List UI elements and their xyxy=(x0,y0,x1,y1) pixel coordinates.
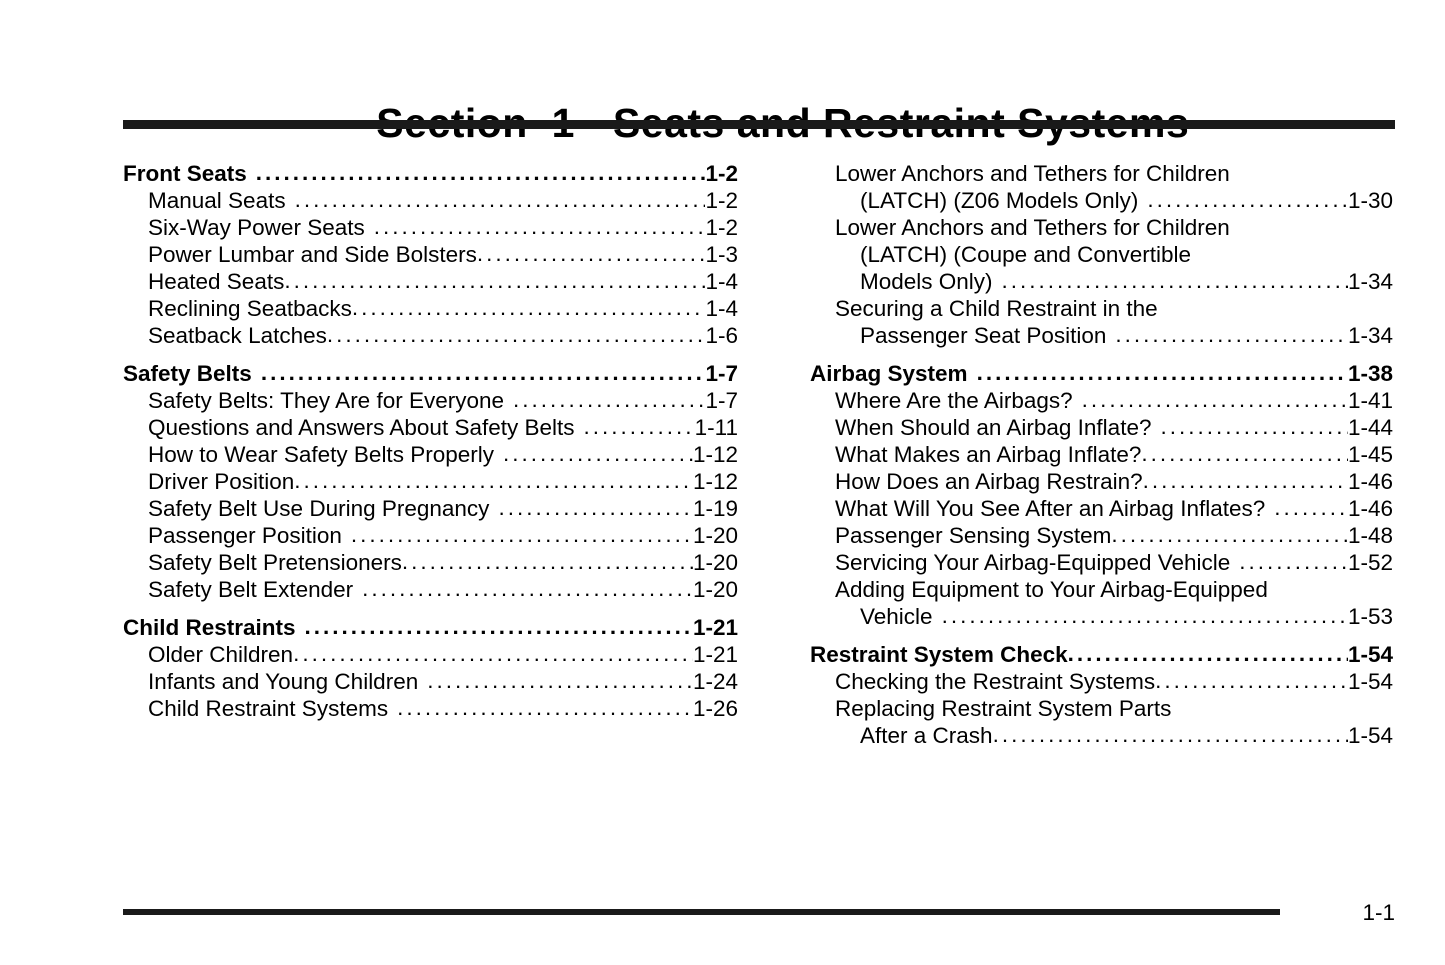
toc-entry-label: Lower Anchors and Tethers for Children xyxy=(835,215,1230,240)
toc-entry-label: Adding Equipment to Your Airbag-Equipped xyxy=(835,577,1268,602)
toc-entry-page-number: 1-11 xyxy=(694,415,738,440)
dot-leader xyxy=(1115,321,1348,348)
toc-entry[interactable] xyxy=(810,722,1393,749)
toc-row xyxy=(860,603,1393,630)
toc-row xyxy=(810,360,1393,387)
toc-entry-label: Passenger Seat Position xyxy=(860,323,1107,348)
toc-entry-page-number: 1-12 xyxy=(692,469,738,494)
toc-right-column xyxy=(810,160,1393,749)
toc-entry-label: Airbag System xyxy=(810,361,968,386)
toc-entry[interactable] xyxy=(123,414,738,441)
toc-entry-label: Questions and Answers About Safety Belts xyxy=(148,415,575,440)
toc-row xyxy=(835,295,1393,322)
toc-entry[interactable] xyxy=(123,268,738,295)
toc-entry-page-number: 1-4 xyxy=(705,296,738,321)
toc-entry[interactable] xyxy=(810,241,1393,268)
toc-entry-page-number: 1-2 xyxy=(705,161,738,186)
toc-row xyxy=(148,322,738,349)
toc-row xyxy=(148,576,738,603)
toc-row xyxy=(860,268,1393,295)
toc-entry-page-number: 1-34 xyxy=(1347,269,1393,294)
toc-entry-page-number: 1-26 xyxy=(692,696,738,721)
dot-leader xyxy=(362,575,693,602)
toc-group-heading[interactable] xyxy=(810,641,1393,668)
toc-row xyxy=(835,160,1393,187)
toc-group xyxy=(810,360,1393,630)
toc-entry-label: Vehicle xyxy=(860,604,933,629)
toc-entry-label: How to Wear Safety Belts Properly xyxy=(148,442,494,467)
toc-row xyxy=(123,614,738,641)
toc-entry[interactable] xyxy=(810,576,1393,603)
toc-entry[interactable] xyxy=(810,322,1393,349)
toc-group xyxy=(123,160,738,349)
toc-entry-page-number: 1-44 xyxy=(1347,415,1393,440)
toc-row xyxy=(148,214,738,241)
dot-leader xyxy=(327,321,706,348)
toc-entry-page-number: 1-2 xyxy=(705,188,738,213)
toc-entry-label: (LATCH) (Coupe and Convertible xyxy=(860,242,1191,267)
toc-entry-page-number: 1-41 xyxy=(1347,388,1393,413)
toc-entry-label: Safety Belts xyxy=(123,361,252,386)
toc-entry-label: Passenger Position xyxy=(148,523,342,548)
toc-entry[interactable] xyxy=(810,387,1393,414)
dot-leader xyxy=(284,267,705,294)
toc-row xyxy=(835,576,1393,603)
toc-entry[interactable] xyxy=(810,468,1393,495)
toc-entry[interactable] xyxy=(810,549,1393,576)
toc-entry[interactable] xyxy=(123,668,738,695)
toc-group xyxy=(810,160,1393,349)
toc-entry-label: Models Only) xyxy=(860,269,993,294)
toc-row xyxy=(148,295,738,322)
toc-row xyxy=(123,360,738,387)
dot-leader xyxy=(1141,440,1348,467)
dot-leader xyxy=(261,359,706,386)
dot-leader xyxy=(293,640,693,667)
dot-leader xyxy=(295,186,706,213)
toc-entry-page-number: 1-12 xyxy=(692,442,738,467)
toc-entry[interactable] xyxy=(123,441,738,468)
toc-entry-label: Child Restraints xyxy=(123,615,296,640)
toc-entry-page-number: 1-38 xyxy=(1347,361,1393,386)
dot-leader xyxy=(397,694,693,721)
toc-entry[interactable] xyxy=(810,268,1393,295)
dot-leader xyxy=(513,386,705,413)
toc-row xyxy=(835,414,1393,441)
toc-entry[interactable] xyxy=(810,295,1393,322)
toc-row xyxy=(123,160,738,187)
toc-entry-label: Child Restraint Systems xyxy=(148,696,389,721)
toc-group xyxy=(123,360,738,603)
toc-entry[interactable] xyxy=(810,214,1393,241)
dot-leader xyxy=(256,159,706,186)
toc-entry-page-number: 1-54 xyxy=(1347,669,1393,694)
toc-entry-label: How Does an Airbag Restrain? xyxy=(835,469,1143,494)
dot-leader xyxy=(1160,413,1347,440)
toc-row xyxy=(148,695,738,722)
toc-row xyxy=(148,241,738,268)
toc-entry-label: Six-Way Power Seats xyxy=(148,215,365,240)
toc-entry[interactable] xyxy=(123,295,738,322)
toc-entry-page-number: 1-52 xyxy=(1347,550,1393,575)
toc-entry[interactable] xyxy=(810,414,1393,441)
toc-entry[interactable] xyxy=(810,603,1393,630)
toc-entry[interactable] xyxy=(810,187,1393,214)
toc-entry-label: Checking the Restraint Systems xyxy=(835,669,1156,694)
toc-entry[interactable] xyxy=(123,214,738,241)
toc-row xyxy=(148,522,738,549)
dot-leader xyxy=(503,440,693,467)
header-rule xyxy=(123,120,1395,129)
toc-entry-page-number: 1-19 xyxy=(692,496,738,521)
toc-entry-page-number: 1-30 xyxy=(1347,188,1393,213)
toc-entry[interactable] xyxy=(123,322,738,349)
toc-entry-label: Lower Anchors and Tethers for Children xyxy=(835,161,1230,186)
dot-leader xyxy=(1068,640,1348,667)
dot-leader xyxy=(498,494,693,521)
toc-entry-label: Safety Belt Pretensioners xyxy=(148,550,402,575)
toc-row xyxy=(860,322,1393,349)
toc-entry[interactable] xyxy=(123,187,738,214)
dot-leader xyxy=(1002,267,1348,294)
toc-row xyxy=(810,641,1393,668)
toc-entry-page-number: 1-24 xyxy=(692,669,738,694)
toc-row xyxy=(835,441,1393,468)
toc-entry-label: Safety Belts: They Are for Everyone xyxy=(148,388,505,413)
toc-entry-label: (LATCH) (Z06 Models Only) xyxy=(860,188,1139,213)
toc-row xyxy=(148,387,738,414)
toc-entry[interactable] xyxy=(123,522,738,549)
toc-entry-label: When Should an Airbag Inflate? xyxy=(835,415,1152,440)
toc-entry-label: What Makes an Airbag Inflate? xyxy=(835,442,1142,467)
toc-row xyxy=(148,641,738,668)
toc-entry-page-number: 1-54 xyxy=(1347,642,1393,667)
toc-entry-label: Heated Seats xyxy=(148,269,285,294)
toc-row xyxy=(835,522,1393,549)
dot-leader xyxy=(1155,667,1348,694)
dot-leader xyxy=(1274,494,1348,521)
toc-entry-page-number: 1-2 xyxy=(705,215,738,240)
toc-group xyxy=(123,614,738,722)
toc-group-heading[interactable] xyxy=(123,160,738,187)
toc-row xyxy=(148,414,738,441)
toc-group-heading[interactable] xyxy=(123,360,738,387)
toc-row xyxy=(835,387,1393,414)
toc-entry[interactable] xyxy=(123,549,738,576)
toc-entry-page-number: 1-20 xyxy=(692,523,738,548)
toc-entry-label: What Will You See After an Airbag Inflates? xyxy=(835,496,1266,521)
toc-group-heading[interactable] xyxy=(123,614,738,641)
toc-row xyxy=(148,187,738,214)
toc-entry-page-number: 1-34 xyxy=(1347,323,1393,348)
toc-row xyxy=(835,495,1393,522)
toc-entry-label: Power Lumbar and Side Bolsters xyxy=(148,242,477,267)
toc-entry[interactable] xyxy=(810,441,1393,468)
dot-leader xyxy=(1239,548,1348,575)
toc-entry[interactable] xyxy=(123,641,738,668)
dot-leader xyxy=(477,240,706,267)
toc-group xyxy=(810,641,1393,749)
toc-entry[interactable] xyxy=(123,695,738,722)
toc-row xyxy=(860,722,1393,749)
toc-row xyxy=(148,441,738,468)
toc-entry-label: Restraint System Check xyxy=(810,642,1068,667)
toc-entry-label: Front Seats xyxy=(123,161,247,186)
toc-entry[interactable] xyxy=(810,160,1393,187)
toc-row xyxy=(835,468,1393,495)
toc-entry-label: Replacing Restraint System Parts xyxy=(835,696,1172,721)
toc-entry-label: Reclining Seatbacks xyxy=(148,296,352,321)
footer-rule xyxy=(123,909,1280,915)
toc-entry-label: Servicing Your Airbag-Equipped Vehicle xyxy=(835,550,1231,575)
toc-row xyxy=(148,495,738,522)
toc-entry-label: Safety Belt Use During Pregnancy xyxy=(148,496,490,521)
toc-entry-label: Seatback Latches xyxy=(148,323,327,348)
toc-entry-label: Where Are the Airbags? xyxy=(835,388,1073,413)
toc-entry-page-number: 1-4 xyxy=(705,269,738,294)
toc-entry[interactable] xyxy=(810,668,1393,695)
toc-entry-page-number: 1-46 xyxy=(1347,469,1393,494)
dot-leader xyxy=(584,413,695,440)
dot-leader xyxy=(294,467,693,494)
toc-entry-page-number: 1-3 xyxy=(705,242,738,267)
toc-row xyxy=(148,268,738,295)
toc-entry-page-number: 1-20 xyxy=(692,550,738,575)
toc-entry-page-number: 1-7 xyxy=(705,361,738,386)
toc-entry-page-number: 1-21 xyxy=(692,642,738,667)
toc-entry-label: After a Crash xyxy=(860,723,993,748)
toc-entry-page-number: 1-20 xyxy=(692,577,738,602)
toc-entry[interactable] xyxy=(123,468,738,495)
toc-entry[interactable] xyxy=(123,241,738,268)
toc-entry-page-number: 1-45 xyxy=(1347,442,1393,467)
toc-row xyxy=(148,549,738,576)
dot-leader xyxy=(942,602,1348,629)
dot-leader xyxy=(374,213,706,240)
dot-leader xyxy=(305,613,693,640)
toc-entry[interactable] xyxy=(123,576,738,603)
dot-leader xyxy=(993,721,1348,748)
dot-leader xyxy=(427,667,693,694)
toc-row xyxy=(148,668,738,695)
toc-row xyxy=(835,695,1393,722)
toc-entry-label: Older Children xyxy=(148,642,294,667)
toc-entry[interactable] xyxy=(123,387,738,414)
toc-entry-page-number: 1-54 xyxy=(1347,723,1393,748)
toc-entry-label: Driver Position xyxy=(148,469,295,494)
toc-entry-label: Manual Seats xyxy=(148,188,286,213)
toc-row xyxy=(860,187,1393,214)
dot-leader xyxy=(1082,386,1348,413)
toc-entry-label: Passenger Sensing System xyxy=(835,523,1112,548)
toc-row xyxy=(860,241,1393,268)
toc-left-column xyxy=(123,160,738,722)
toc-entry[interactable] xyxy=(810,522,1393,549)
dot-leader xyxy=(402,548,693,575)
toc-entry-label: Safety Belt Extender xyxy=(148,577,354,602)
toc-row xyxy=(835,549,1393,576)
dot-leader xyxy=(1143,467,1348,494)
footer-page-number: 1-1 xyxy=(1362,900,1395,925)
toc-entry[interactable] xyxy=(810,695,1393,722)
toc-entry-page-number: 1-6 xyxy=(705,323,738,348)
toc-entry[interactable] xyxy=(810,495,1393,522)
toc-entry-page-number: 1-46 xyxy=(1347,496,1393,521)
toc-group-heading[interactable] xyxy=(810,360,1393,387)
dot-leader xyxy=(1111,521,1348,548)
dot-leader xyxy=(352,294,706,321)
dot-leader xyxy=(1147,186,1348,213)
toc-row xyxy=(835,214,1393,241)
dot-leader xyxy=(977,359,1348,386)
toc-row xyxy=(835,668,1393,695)
toc-entry[interactable] xyxy=(123,495,738,522)
toc-entry-label: Infants and Young Children xyxy=(148,669,419,694)
toc-entry-page-number: 1-21 xyxy=(692,615,738,640)
toc-entry-page-number: 1-48 xyxy=(1347,523,1393,548)
toc-entry-label: Securing a Child Restraint in the xyxy=(835,296,1158,321)
toc-entry-page-number: 1-7 xyxy=(705,388,738,413)
toc-row xyxy=(148,468,738,495)
dot-leader xyxy=(351,521,693,548)
toc-entry-page-number: 1-53 xyxy=(1347,604,1393,629)
